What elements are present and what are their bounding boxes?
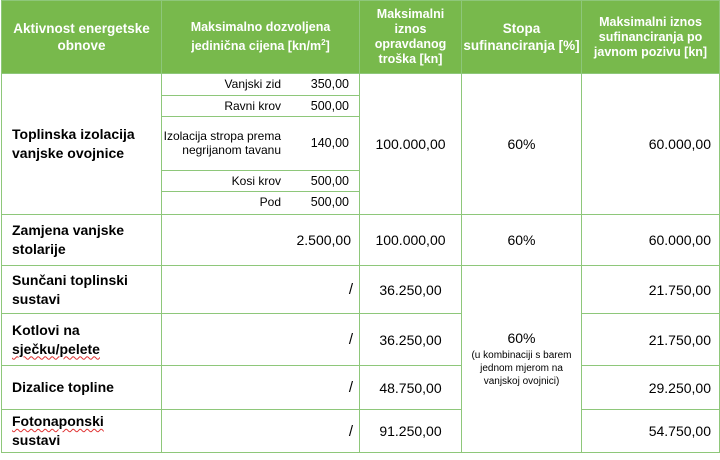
sub-label: Pod	[259, 195, 281, 210]
max-cost-cell: 100.000,00	[360, 215, 462, 266]
max-amount-cell: 54.750,00	[582, 410, 720, 453]
table-row	[2, 266, 720, 314]
sub-row	[162, 116, 359, 170]
cofinancing-table	[1, 0, 720, 453]
sub-price: 140,00	[289, 116, 359, 170]
shared-rate-note: (u kombinaciji s barem jednom mjerom na vanjskoj ovojnici)	[471, 350, 572, 387]
max-amount-cell: 29.250,00	[582, 366, 720, 410]
unit-price-cell: /	[162, 366, 360, 410]
sub-label: Izolacija stropa prema negrijanom tavanu	[162, 116, 289, 170]
activity-line: Kotlovi na	[12, 321, 80, 338]
sub-label: Ravni krov	[162, 95, 289, 116]
activity-cell	[2, 314, 162, 366]
max-amount-cell: 21.750,00	[582, 314, 720, 366]
max-amount-cell: 60.000,00	[582, 215, 720, 266]
shared-rate-cell	[462, 266, 582, 453]
header-row	[2, 1, 720, 74]
rate-cell: 60%	[462, 215, 582, 266]
unit-price-cell: /	[162, 314, 360, 366]
header-activity: Aktivnost energetske obnove	[2, 1, 162, 74]
rate-cell: 60%	[462, 74, 582, 215]
unit-price-cell: /	[162, 266, 360, 314]
header-max-cost: Maksimalni iznos opravdanog troška [kn]	[360, 1, 462, 74]
sub-row	[162, 74, 359, 95]
activity-line: sječku/pelete	[12, 340, 100, 357]
activity-cell: Sunčani toplinski sustavi	[2, 266, 162, 314]
max-cost-cell: 36.250,00	[360, 314, 462, 366]
unit-price-cell	[162, 74, 360, 215]
unit-price-cell: 2.500,00	[162, 215, 360, 266]
activity-cell	[2, 410, 162, 453]
activity-cell: Zamjena vanjske stolarije	[2, 215, 162, 266]
sub-price-table	[162, 74, 359, 213]
sub-row	[162, 95, 359, 116]
sub-price: 500,00	[289, 95, 359, 116]
max-cost-cell: 48.750,00	[360, 366, 462, 410]
sub-row	[162, 191, 359, 213]
activity-line: sustavi	[12, 432, 61, 448]
max-amount-cell: 21.750,00	[582, 266, 720, 314]
max-amount-cell: 60.000,00	[582, 74, 720, 215]
sub-price: 350,00	[289, 74, 359, 95]
table-row	[2, 410, 720, 453]
unit-price-cell: /	[162, 410, 360, 453]
header-rate: Stopa sufinanciranja [%]	[462, 1, 582, 74]
header-max-amount: Maksimalni iznos sufinanciranja po javnom pozivu [kn]	[582, 1, 720, 74]
table-row	[2, 215, 720, 266]
max-cost-cell: 91.250,00	[360, 410, 462, 453]
table-row	[2, 366, 720, 410]
activity-cell: Toplinska izolacija vanjske ovojnice	[2, 74, 162, 215]
sub-price: 500,00	[289, 170, 359, 191]
shared-rate-value: 60%	[507, 330, 536, 346]
max-cost-cell: 36.250,00	[360, 266, 462, 314]
activity-cell: Dizalice topline	[2, 366, 162, 410]
max-cost-cell: 100.000,00	[360, 74, 462, 215]
activity-line: Fotonaponski	[12, 413, 104, 429]
table-row	[2, 314, 720, 366]
table-row	[2, 74, 720, 215]
sub-label: Vanjski zid	[162, 74, 289, 95]
sub-price: 500,00	[310, 195, 349, 210]
sub-row	[162, 170, 359, 191]
sub-label: Kosi krov	[162, 170, 289, 191]
header-unit-price: Maksimalno dozvoljena jedinična cijena $[kn/m^2]$	[162, 1, 360, 74]
